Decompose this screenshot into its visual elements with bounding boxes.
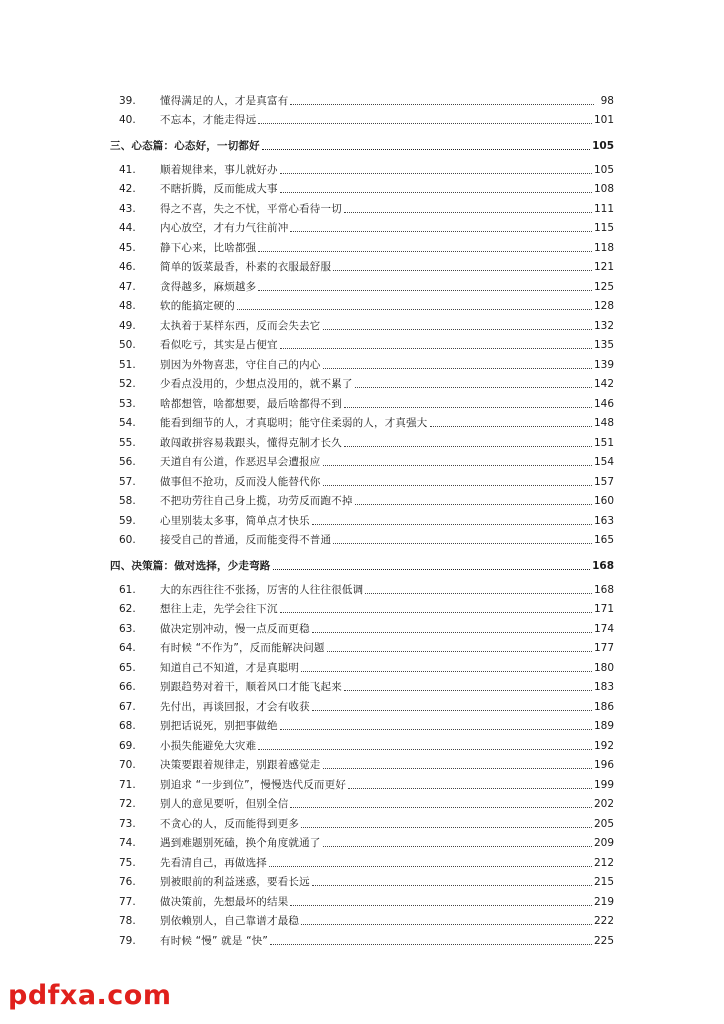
toc-entry[interactable] [110,508,614,528]
toc-entry[interactable] [110,928,614,948]
toc-entry-number: 59. [119,514,136,527]
dot-leader [312,524,592,525]
dot-leader [301,924,592,925]
toc-entry[interactable] [110,675,614,695]
toc-entry-number: 73. [119,817,136,830]
toc-entry[interactable] [110,196,614,216]
toc-entry-title: 贪得越多，麻烦越多 [160,280,257,293]
toc-entry-number: 66. [119,681,136,693]
toc-entry-title: 做事但不抢功，反而没人能替代你 [160,475,321,488]
page-number: 121 [593,261,614,273]
toc-entry-title: 先看清自己，再做选择 [160,856,267,869]
page-number: 180 [593,661,614,674]
toc-entry-number: 56. [119,456,136,468]
toc-entry-number: 67. [119,700,136,713]
dot-leader [365,593,592,594]
page-number: 163 [593,514,614,527]
toc-entry-title: 不把功劳往自己身上揽，功劳反而跑不掉 [160,495,353,507]
page-number: 105 [593,163,614,176]
toc-entry-number: 49. [119,319,136,332]
toc-entry-title: 做决定别冲动，慢一点反而更稳 [160,622,310,635]
toc-entry-number: 43. [119,202,136,215]
toc-entry-number: 62. [119,603,136,615]
toc-entry-number: 60. [119,534,136,546]
toc-entry-title: 别跟趋势对着干，顺着风口才能飞起来 [160,681,342,693]
toc-entry[interactable] [110,850,614,870]
toc-entry[interactable] [110,694,614,714]
page-number: 151 [593,436,614,449]
toc-entry[interactable] [110,333,614,353]
toc-entry-number: 48. [119,300,136,312]
toc-entry-title: 顺着规律来，事儿就好办 [160,163,278,176]
page-number: 168 [592,560,614,572]
table-of-contents [110,88,614,948]
dot-leader [312,885,592,886]
toc-entry-title: 心里别装太多事，简单点才快乐 [160,514,310,527]
dot-leader [280,729,592,730]
dot-leader [290,905,592,906]
page-number: 139 [593,358,614,371]
page-number: 192 [593,739,614,752]
toc-entry-title: 看似吃亏，其实是占便宜 [160,339,278,351]
page-number: 111 [593,202,614,215]
dot-leader [430,426,592,427]
toc-entry[interactable] [110,792,614,812]
toc-entry[interactable] [110,831,614,851]
toc-entry[interactable] [110,889,614,909]
toc-entry-title: 简单的饭菜最香，朴素的衣服最舒服 [160,261,332,273]
toc-entry-number: 69. [119,739,136,752]
toc-entry-title: 太执着于某样东西，反而会失去它 [160,319,321,332]
dot-leader [323,768,592,769]
toc-entry[interactable] [110,616,614,636]
dot-leader [258,123,592,124]
toc-entry-number: 76. [119,876,136,888]
page-number: 222 [593,915,614,927]
page-number: 135 [593,339,614,351]
page-number: 199 [593,778,614,791]
dot-leader [270,944,592,945]
page-number: 98 [600,94,614,107]
dot-leader [262,149,590,150]
dot-leader [312,710,592,711]
page-number: 146 [593,397,614,410]
toc-section-heading[interactable] [110,130,614,153]
toc-entry[interactable] [110,411,614,431]
page-number: 154 [593,456,614,468]
toc-entry-number: 51. [119,358,136,371]
toc-entry-title: 先付出，再谈回报，才会有收获 [160,700,310,713]
dot-leader [323,329,592,330]
toc-entry[interactable] [110,811,614,831]
toc-entry-title: 内心放空，才有力气往前冲 [160,222,289,234]
dot-leader [301,671,592,672]
dot-leader [269,866,592,867]
page-number: 160 [593,495,614,507]
toc-entry[interactable] [110,636,614,656]
toc-entry-title: 想往上走，先学会往下沉 [160,603,278,615]
page-number: 209 [593,837,614,849]
toc-entry-number: 57. [119,475,136,488]
toc-entry-number: 77. [119,895,136,908]
page-number: 212 [593,856,614,869]
dot-leader [333,543,592,544]
toc-entry-number: 68. [119,720,136,732]
toc-entry[interactable] [110,177,614,197]
page-number: 219 [593,895,614,908]
dot-leader [355,504,592,505]
toc-entry-number: 45. [119,241,136,254]
dot-leader [323,368,592,369]
dot-leader [312,632,592,633]
toc-entry-title: 得之不喜，失之不忧，平常心看待一切 [160,202,342,215]
toc-entry-number: 63. [119,622,136,635]
toc-entry[interactable] [110,294,614,314]
dot-leader [280,612,592,613]
dot-leader [323,485,592,486]
section-title: 三、心态篇：心态好，一切都好 [110,140,260,152]
toc-entry-number: 64. [119,642,136,654]
dot-leader [301,827,592,828]
dot-leader [355,387,592,388]
page-number: 128 [593,300,614,312]
dot-leader [344,407,592,408]
page-number: 177 [593,642,614,654]
toc-entry[interactable] [110,489,614,509]
toc-entry[interactable] [110,733,614,753]
toc-entry-title: 知道自己不知道，才是真聪明 [160,661,300,674]
toc-entry-number: 39. [119,94,136,107]
toc-entry[interactable] [110,88,614,108]
section-title: 四、决策篇：做对选择，少走弯路 [110,560,271,572]
page-number: 165 [593,534,614,546]
toc-entry[interactable] [110,157,614,177]
toc-entry-title: 小损失能避免大灾难 [160,739,257,752]
page-number: 157 [593,475,614,488]
toc-entry-number: 70. [119,759,136,771]
toc-entry-number: 47. [119,280,136,293]
toc-entry-number: 78. [119,915,136,927]
page-number: 215 [593,876,614,888]
toc-entry[interactable] [110,391,614,411]
page-number: 174 [593,622,614,635]
toc-entry-number: 79. [119,934,136,947]
toc-entry-number: 40. [119,114,136,126]
toc-entry-title: 天道自有公道，作恶迟早会遭报应 [160,456,321,468]
toc-entry-title: 不贪心的人，反而能得到更多 [160,817,300,830]
page-number: 132 [593,319,614,332]
dot-leader [290,231,592,232]
dot-leader [344,446,592,447]
toc-entry[interactable] [110,577,614,597]
toc-entry-number: 53. [119,397,136,410]
toc-entry-title: 别被眼前的利益迷惑，要看长远 [160,876,310,888]
toc-entry[interactable] [110,372,614,392]
toc-entry-number: 72. [119,798,136,810]
page-number: 202 [593,798,614,810]
toc-entry-title: 别人的意见要听，但别全信 [160,798,289,810]
toc-entry-title: 大的东西往往不张扬，厉害的人往往很低调 [160,583,364,596]
toc-entry-title: 懂得满足的人，才是真富有 [160,94,289,107]
page-number: 186 [593,700,614,713]
page-number: 171 [593,603,614,615]
toc-entry-number: 41. [119,163,136,176]
toc-entry-title: 静下心来，比啥都强 [160,241,257,254]
dot-leader [290,104,594,105]
dot-leader [258,251,592,252]
dot-leader [273,569,591,570]
toc-entry-title: 决策要跟着规律走，别跟着感觉走 [160,759,321,771]
page-number: 101 [593,114,614,126]
page-number: 115 [593,222,614,234]
toc-entry[interactable] [110,753,614,773]
dot-leader [237,309,592,310]
page-number: 205 [593,817,614,830]
dot-leader [280,348,592,349]
toc-entry-title: 有时候 “慢” 就是 “快” [160,934,269,947]
dot-leader [333,270,592,271]
toc-entry[interactable] [110,216,614,236]
dot-leader [323,846,592,847]
toc-entry[interactable] [110,528,614,548]
toc-entry-number: 52. [119,378,136,390]
toc-entry-title: 敢闯敢拼容易栽跟头，懂得克制才长久 [160,436,342,449]
dot-leader [258,290,592,291]
toc-entry-title: 接受自己的普通，反而能变得不普通 [160,534,332,546]
dot-leader [323,465,592,466]
toc-entry-number: 50. [119,339,136,351]
toc-entry-number: 61. [119,583,136,596]
toc-entry[interactable] [110,450,614,470]
toc-entry-number: 44. [119,222,136,234]
toc-entry[interactable] [110,352,614,372]
page-number: 183 [593,681,614,693]
toc-entry-title: 别依赖别人，自己靠谱才最稳 [160,915,300,927]
page-number: 196 [593,759,614,771]
toc-entry-number: 54. [119,417,136,429]
toc-entry[interactable] [110,714,614,734]
toc-entry[interactable] [110,870,614,890]
toc-entry-title: 少看点没用的，少想点没用的，就不累了 [160,378,353,390]
toc-entry-title: 别把话说死，别把事做绝 [160,720,278,732]
toc-entry[interactable] [110,655,614,675]
toc-entry-number: 46. [119,261,136,273]
toc-entry-title: 别追求 “一步到位”，慢慢迭代反而更好 [160,778,347,791]
toc-entry[interactable] [110,108,614,128]
toc-entry-title: 遇到难题别死磕，换个角度就通了 [160,837,321,849]
toc-entry-title: 做决策前，先想最坏的结果 [160,895,289,908]
page-number: 225 [593,934,614,947]
page-number: 168 [593,583,614,596]
page-number: 142 [593,378,614,390]
toc-entry-title: 软的能搞定硬的 [160,300,235,312]
toc-entry-number: 58. [119,495,136,507]
page-number: 108 [593,183,614,195]
toc-entry[interactable] [110,313,614,333]
toc-section-heading[interactable] [110,550,614,573]
toc-entry-number: 55. [119,436,136,449]
dot-leader [258,749,592,750]
dot-leader [348,788,592,789]
dot-leader [344,212,592,213]
toc-entry-title: 有时候 “不作为”，反而能解决问题 [160,642,325,654]
toc-entry-title: 别因为外物喜悲，守住自己的内心 [160,358,321,371]
dot-leader [327,651,592,652]
toc-entry[interactable] [110,772,614,792]
toc-entry-number: 42. [119,183,136,195]
toc-entry[interactable] [110,469,614,489]
toc-entry[interactable] [110,430,614,450]
toc-entry[interactable] [110,235,614,255]
toc-entry-title: 能看到细节的人，才真聪明；能守住柔弱的人，才真强大 [160,417,428,429]
page-number: 189 [593,720,614,732]
toc-entry[interactable] [110,255,614,275]
dot-leader [290,807,592,808]
toc-entry-number: 65. [119,661,136,674]
page-number: 105 [592,140,614,152]
toc-entry-number: 75. [119,856,136,869]
dot-leader [344,690,592,691]
toc-entry-number: 74. [119,837,136,849]
page-number: 125 [593,280,614,293]
toc-entry-title: 啥都想管，啥都想要，最后啥都得不到 [160,397,342,410]
toc-entry-number: 71. [119,778,136,791]
watermark-logo: pdfxa.com [8,980,172,1011]
toc-entry[interactable] [110,274,614,294]
page-number: 118 [593,241,614,254]
toc-entry-title: 不瞎折腾，反而能成大事 [160,183,278,195]
toc-entry-title: 不忘本，才能走得远 [160,114,257,126]
page-number: 148 [593,417,614,429]
dot-leader [280,173,592,174]
toc-entry[interactable] [110,909,614,929]
toc-entry[interactable] [110,597,614,617]
dot-leader [280,192,592,193]
